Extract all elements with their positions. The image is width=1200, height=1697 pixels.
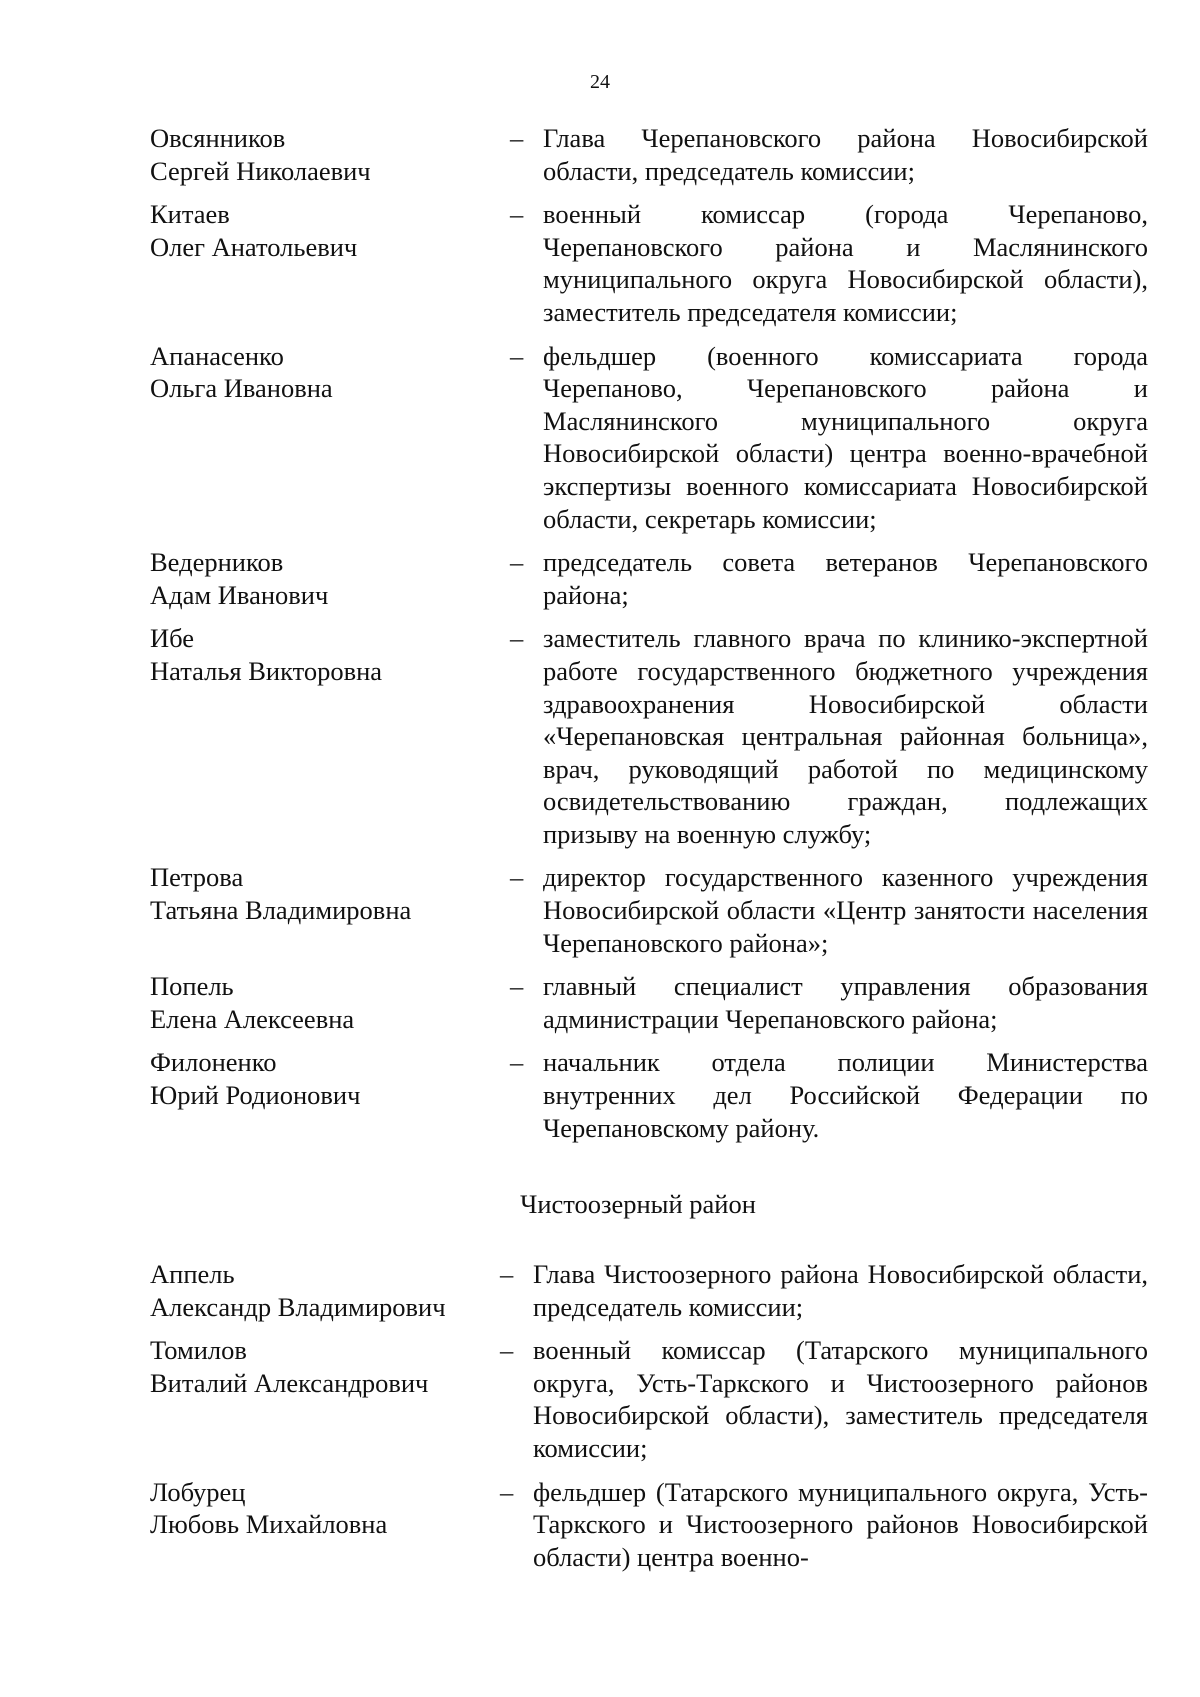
member-given-name: Любовь Михайловна xyxy=(150,1509,388,1540)
member-role: Глава Черепановского района Новосибирской области, председатель комиссии; xyxy=(543,123,1148,186)
member-name xyxy=(150,970,480,1035)
member-entry xyxy=(150,122,1148,187)
member-surname: Петрова xyxy=(150,862,244,893)
member-given-name: Татьяна Владимировна xyxy=(150,895,412,926)
dash-separator: – xyxy=(500,1476,514,1507)
member-entry xyxy=(150,622,1148,850)
member-given-name: Елена Алексеевна xyxy=(150,1003,355,1034)
member-entry xyxy=(150,970,1148,1035)
member-entry xyxy=(150,861,1148,959)
dash-separator: – xyxy=(500,1259,514,1289)
member-surname: Филоненко xyxy=(150,1047,277,1078)
member-role: начальник отдела полиции Министерства внутренних дел Российской Федерации по Черепановскому району. xyxy=(543,1047,1148,1143)
member-given-name: Наталья Викторовна xyxy=(150,655,383,686)
member-given-name: Александр Владимирович xyxy=(150,1291,446,1322)
member-role: фельдшер (военного комиссариата города Черепаново, Черепановского района и Маслянинского муниципального округа Новосибирской области) центра военно-врачебной экспертизы военного комиссариата Новосибирской области, секретарь комиссии; xyxy=(543,340,1148,534)
dash-separator: – xyxy=(510,199,524,230)
member-name xyxy=(150,340,480,405)
member-entry xyxy=(150,546,1148,611)
member-surname: Ибе xyxy=(150,623,195,654)
member-given-name: Юрий Родионович xyxy=(150,1080,361,1111)
member-surname: Лобурец xyxy=(150,1476,246,1507)
member-entry xyxy=(150,198,1148,328)
member-given-name: Олег Анатольевич xyxy=(150,231,358,262)
member-role: военный комиссар (Татарского муниципального округа, Усть-Таркского и Чистоозерного районов Новосибирской области), заместитель председателя комиссии; xyxy=(533,1335,1148,1463)
member-role: Глава Чистоозерного района Новосибирской области, председатель комиссии; xyxy=(533,1259,1148,1322)
member-given-name: Виталий Александрович xyxy=(150,1367,429,1398)
member-name xyxy=(150,1334,480,1399)
commission-list-chistoozerny xyxy=(150,1258,1148,1573)
member-name xyxy=(150,1258,480,1323)
member-surname: Апанасенко xyxy=(150,340,284,371)
dash-separator: – xyxy=(510,547,524,578)
member-name xyxy=(150,546,480,611)
member-surname: Попель xyxy=(150,971,234,1002)
dash-separator: – xyxy=(510,623,524,654)
section-heading: Чистоозерный район xyxy=(520,1189,756,1219)
page-number: 24 xyxy=(590,71,610,93)
member-surname: Овсянников xyxy=(150,123,286,153)
member-role: фельдшер (Татарского муниципального округа, Усть-Таркского и Чистоозерного районов Новосибирской области) центра военно- xyxy=(533,1476,1148,1572)
member-entry xyxy=(150,1334,1148,1464)
member-surname: Аппель xyxy=(150,1259,235,1289)
member-entry xyxy=(150,1046,1148,1144)
commission-list-cherepanovsky xyxy=(150,122,1148,1144)
member-given-name: Адам Иванович xyxy=(150,579,329,610)
member-role: военный комиссар (города Черепаново, Черепановского района и Маслянинского муниципального округа Новосибирской области), заместитель председателя комиссии; xyxy=(543,199,1148,327)
member-name xyxy=(150,1046,480,1111)
member-role: директор государственного казенного учреждения Новосибирской области «Центр занятости населения Черепановского района»; xyxy=(543,862,1148,958)
member-name xyxy=(150,122,480,187)
dash-separator: – xyxy=(510,971,524,1002)
member-name xyxy=(150,198,480,263)
member-entry xyxy=(150,1258,1148,1323)
member-role: председатель совета ветеранов Черепановского района; xyxy=(543,547,1148,610)
member-given-name: Сергей Николаевич xyxy=(150,155,371,186)
member-role: главный специалист управления образования администрации Черепановского района; xyxy=(543,971,1148,1034)
member-role: заместитель главного врача по клинико-экспертной работе государственного бюджетного учреждения здравоохранения Новосибирской области «Черепановская центральная районная больница», врач, руководящий работой по медицинскому освидетельствованию граждан, подлежащих призыву на военную службу; xyxy=(543,623,1148,849)
dash-separator: – xyxy=(510,340,524,371)
member-surname: Китаев xyxy=(150,199,230,230)
member-given-name: Ольга Ивановна xyxy=(150,373,333,404)
member-surname: Томилов xyxy=(150,1335,247,1366)
member-entry xyxy=(150,340,1148,536)
member-entry xyxy=(150,1476,1148,1574)
dash-separator: – xyxy=(510,862,524,893)
dash-separator: – xyxy=(510,123,524,153)
member-name xyxy=(150,861,480,926)
member-surname: Ведерников xyxy=(150,547,284,578)
member-name xyxy=(150,622,480,687)
dash-separator: – xyxy=(500,1335,514,1366)
member-name xyxy=(150,1476,480,1541)
dash-separator: – xyxy=(510,1047,524,1078)
